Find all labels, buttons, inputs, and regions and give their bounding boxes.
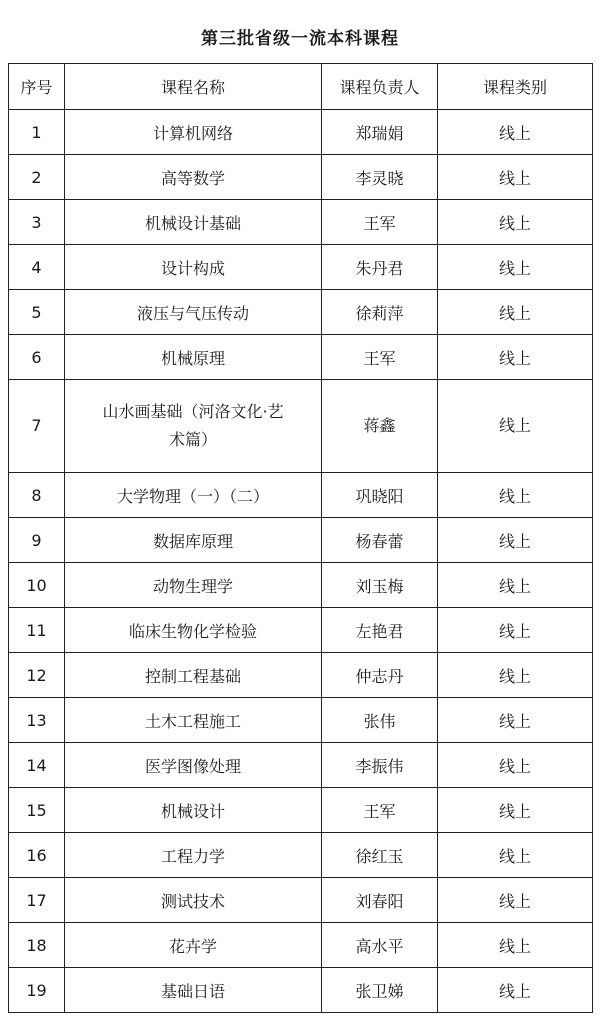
row-lead: 朱丹君	[322, 245, 438, 290]
row-category: 线上	[438, 380, 593, 473]
row-no: 2	[9, 155, 65, 200]
row-lead: 王军	[322, 335, 438, 380]
row-lead: 巩晓阳	[322, 473, 438, 518]
row-lead: 刘春阳	[322, 878, 438, 923]
row-course-name: 计算机网络	[65, 110, 322, 155]
row-category: 线上	[438, 518, 593, 563]
row-course-name: 控制工程基础	[65, 653, 322, 698]
row-category: 线上	[438, 245, 593, 290]
row-no: 16	[9, 833, 65, 878]
row-category: 线上	[438, 110, 593, 155]
row-no: 18	[9, 923, 65, 968]
row-category: 线上	[438, 833, 593, 878]
table-row	[9, 743, 593, 788]
row-category: 线上	[438, 608, 593, 653]
table-row	[9, 473, 593, 518]
row-category: 线上	[438, 743, 593, 788]
header-lead: 课程负责人	[322, 64, 438, 110]
row-no: 14	[9, 743, 65, 788]
row-course-name: 基础日语	[65, 968, 322, 1013]
table-row	[9, 245, 593, 290]
row-no: 12	[9, 653, 65, 698]
row-category: 线上	[438, 878, 593, 923]
row-lead: 李振伟	[322, 743, 438, 788]
row-course-name-line: 山水画基础（河洛文化·艺	[102, 402, 284, 421]
row-course-name: 大学物理（一）（二）	[65, 473, 322, 518]
row-course-name: 机械设计基础	[65, 200, 322, 245]
row-no: 3	[9, 200, 65, 245]
row-no: 15	[9, 788, 65, 833]
row-lead: 郑瑞娟	[322, 110, 438, 155]
table-row	[9, 518, 593, 563]
header-course-name: 课程名称	[65, 64, 322, 110]
row-category: 线上	[438, 653, 593, 698]
row-lead: 张伟	[322, 698, 438, 743]
row-lead: 刘玉梅	[322, 563, 438, 608]
table-row	[9, 698, 593, 743]
row-lead: 蒋鑫	[322, 380, 438, 473]
table-row	[9, 335, 593, 380]
row-lead: 左艳君	[322, 608, 438, 653]
row-no: 13	[9, 698, 65, 743]
row-category: 线上	[438, 563, 593, 608]
row-lead: 王军	[322, 200, 438, 245]
row-no: 8	[9, 473, 65, 518]
row-course-name: 测试技术	[65, 878, 322, 923]
table-row	[9, 788, 593, 833]
row-course-name: 临床生物化学检验	[65, 608, 322, 653]
row-lead: 徐红玉	[322, 833, 438, 878]
row-course-name: 设计构成	[65, 245, 322, 290]
row-no: 10	[9, 563, 65, 608]
row-no: 19	[9, 968, 65, 1013]
table-row	[9, 833, 593, 878]
table-row	[9, 563, 593, 608]
row-no: 4	[9, 245, 65, 290]
row-no: 1	[9, 110, 65, 155]
row-lead: 李灵晓	[322, 155, 438, 200]
table-row	[9, 923, 593, 968]
table-row	[9, 968, 593, 1013]
row-lead: 杨春蕾	[322, 518, 438, 563]
table-header-row	[9, 64, 593, 110]
row-course-name: 花卉学	[65, 923, 322, 968]
row-course-name: 机械设计	[65, 788, 322, 833]
table-row	[9, 155, 593, 200]
row-category: 线上	[438, 788, 593, 833]
row-category: 线上	[438, 335, 593, 380]
row-course-name: 工程力学	[65, 833, 322, 878]
row-lead: 仲志丹	[322, 653, 438, 698]
table-row	[9, 878, 593, 923]
row-category: 线上	[438, 923, 593, 968]
table-row	[9, 653, 593, 698]
page-title: 第三批省级一流本科课程	[201, 29, 399, 49]
row-category: 线上	[438, 968, 593, 1013]
row-course-name: 动物生理学	[65, 563, 322, 608]
row-course-name: 高等数学	[65, 155, 322, 200]
row-no: 9	[9, 518, 65, 563]
course-table	[8, 63, 593, 1013]
table-row	[9, 608, 593, 653]
row-no: 7	[9, 380, 65, 473]
row-lead: 张卫娣	[322, 968, 438, 1013]
row-course-name: 机械原理	[65, 335, 322, 380]
table-row	[9, 200, 593, 245]
row-no: 17	[9, 878, 65, 923]
row-category: 线上	[438, 155, 593, 200]
table-row	[9, 110, 593, 155]
row-category: 线上	[438, 698, 593, 743]
row-lead: 徐莉萍	[322, 290, 438, 335]
header-category: 课程类别	[438, 64, 593, 110]
row-category: 线上	[438, 473, 593, 518]
table-row	[9, 290, 593, 335]
row-no: 6	[9, 335, 65, 380]
row-course-name: 医学图像处理	[65, 743, 322, 788]
row-course-name	[65, 380, 322, 473]
row-no: 5	[9, 290, 65, 335]
table-row	[9, 380, 593, 473]
row-course-name: 液压与气压传动	[65, 290, 322, 335]
row-category: 线上	[438, 290, 593, 335]
row-category: 线上	[438, 200, 593, 245]
row-course-name: 数据库原理	[65, 518, 322, 563]
row-lead: 高水平	[322, 923, 438, 968]
row-no: 11	[9, 608, 65, 653]
row-course-name: 土木工程施工	[65, 698, 322, 743]
header-no: 序号	[9, 64, 65, 110]
row-course-name-line: 术篇）	[168, 430, 217, 449]
row-lead: 王军	[322, 788, 438, 833]
